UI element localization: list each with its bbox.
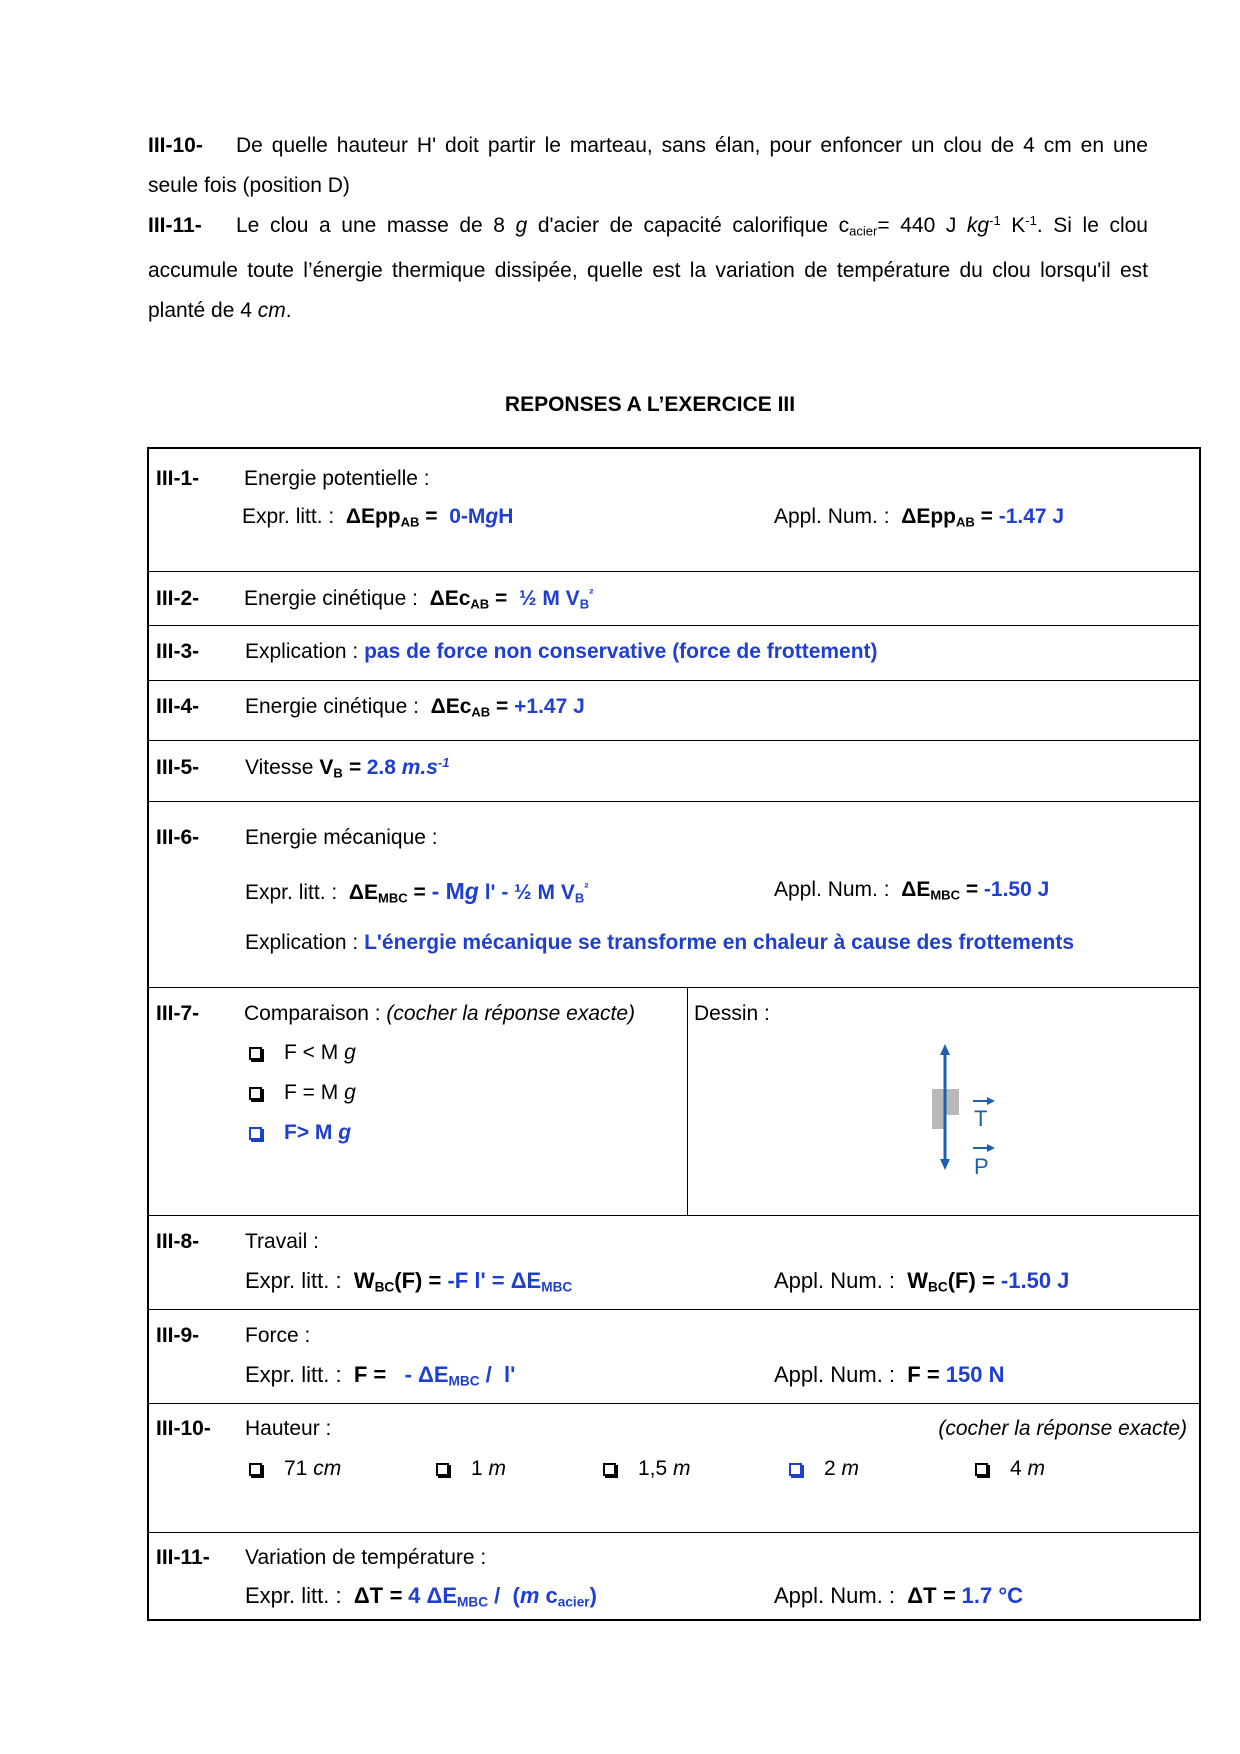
subscript: AB [471, 704, 491, 720]
subscript: BC [374, 1279, 395, 1295]
subscript: acier [557, 1594, 590, 1610]
expr-label: Expr. litt. : [245, 1362, 342, 1387]
answer-value: 1.7 °C [961, 1583, 1024, 1608]
answer-value: ) [589, 1583, 597, 1608]
option-label: F < M [284, 1041, 345, 1064]
option-f-less[interactable] [249, 1041, 356, 1065]
row-number: III-8- [156, 1230, 200, 1253]
expression-literal [245, 878, 589, 905]
row-label: Energie potentielle : [244, 467, 430, 490]
num-label: Appl. Num. : [774, 1362, 896, 1387]
num-label: Appl. Num. : [774, 505, 890, 528]
num-label: Appl. Num. : [774, 878, 890, 901]
checkbox[interactable] [249, 1047, 262, 1060]
row-divider [149, 801, 1199, 802]
vector-arrow-head [987, 1097, 995, 1105]
numerical-application [774, 878, 1049, 902]
question-number: III-10- [148, 134, 203, 157]
question-text: De quelle hauteur H' doit partir le marteau, sans élan, pour enfoncer un clou de 4 cm en une seule fois (position D) [148, 134, 1148, 197]
answer-value: 150 N [945, 1362, 1005, 1387]
row-number: III-4- [156, 695, 200, 718]
expr-symbol: ΔEc [430, 695, 472, 718]
option-unit: m [1027, 1457, 1046, 1480]
question-text: = 440 J [877, 214, 967, 237]
checkbox-checked[interactable] [249, 1127, 262, 1140]
equals: = [383, 1583, 409, 1608]
subscript: MBC [377, 890, 408, 906]
option-4m[interactable] [975, 1457, 1045, 1481]
answer-value: H [498, 505, 514, 528]
equals: = [936, 1583, 962, 1608]
answer-value: 2.8 [366, 756, 402, 779]
expression-literal [245, 1583, 597, 1609]
subscript: acier [849, 223, 878, 239]
expr-label: Expr. litt. : [245, 1268, 342, 1293]
expr-symbol: ΔEpp [345, 505, 401, 528]
row-label: Explication : [245, 640, 359, 663]
equals: = [974, 505, 999, 528]
answer-value: m [519, 1583, 540, 1608]
subscript: B [333, 765, 343, 781]
answer-value: c [539, 1583, 558, 1608]
question-text: . [285, 299, 292, 323]
expr-label: Expr. litt. : [245, 881, 338, 904]
row-divider [149, 680, 1199, 681]
superscript: -1 [1025, 212, 1037, 228]
option-label: g [344, 1041, 356, 1064]
answer-value: / ( [488, 1583, 520, 1608]
expr-symbol: W [907, 1268, 929, 1293]
row-label: Travail : [245, 1230, 319, 1253]
expr-label: Expr. litt. : [242, 505, 335, 528]
row-content [245, 756, 449, 780]
superscript: -1 [989, 212, 1001, 228]
unit: kg [966, 214, 990, 237]
answer-unit: m.s [401, 756, 438, 779]
answer-value: -1.50 J [1000, 1268, 1070, 1293]
expr-symbol: ΔEc [429, 587, 471, 610]
force-diagram [929, 1044, 1039, 1194]
checkbox[interactable] [249, 1463, 262, 1476]
row-number: III-3- [156, 640, 200, 663]
explanation [245, 931, 1074, 955]
superscript: ² [589, 585, 594, 601]
expr-symbol: ΔT [907, 1583, 937, 1608]
answers-table [147, 447, 1201, 1621]
answer-value: +1.47 J [514, 695, 585, 718]
vector-arrow-head [987, 1144, 995, 1152]
expr-symbol: ΔT [353, 1583, 384, 1608]
row-divider [149, 987, 1199, 988]
row-label: Hauteur : [245, 1417, 332, 1440]
expr-symbol: F = [353, 1362, 393, 1387]
option-label: 71 [284, 1457, 314, 1480]
row-number: III-10- [156, 1417, 211, 1440]
vector-p-label: P [974, 1154, 989, 1179]
numerical-application [774, 1362, 1005, 1388]
subscript: B [574, 890, 585, 906]
answer-value: 0-M [449, 505, 486, 528]
option-f-greater[interactable] [249, 1121, 351, 1145]
question-text: Le clou a une masse de 8 [236, 214, 516, 237]
answer-value: g [485, 505, 499, 528]
checkbox-checked[interactable] [789, 1463, 802, 1476]
option-label: g [338, 1121, 352, 1144]
question-iii-11 [148, 206, 1148, 331]
answer-value: pas de force non conservative (force de frottement) [364, 640, 878, 663]
question-number: III-11- [148, 214, 202, 237]
row-content [245, 695, 585, 719]
checkbox[interactable] [249, 1087, 262, 1100]
option-unit: m [488, 1457, 507, 1480]
superscript: ² [584, 879, 589, 895]
arrow-down-icon [940, 1159, 950, 1170]
equals: = [407, 881, 432, 904]
expr-symbol: (F) = [947, 1268, 1001, 1293]
numerical-application [774, 1583, 1023, 1609]
subscript: B [579, 596, 590, 612]
unit: cm [257, 299, 286, 323]
option-f-equal[interactable] [249, 1081, 356, 1105]
question-text: d'acier de capacité calorifique c [527, 214, 850, 237]
answer-value: L'énergie mécanique se transforme en chaleur à cause des frottements [364, 931, 1074, 954]
hint: (cocher la réponse exacte) [386, 1002, 636, 1025]
checkbox[interactable] [975, 1463, 988, 1476]
unit: g [515, 214, 528, 237]
answer-value: - ΔE [392, 1362, 449, 1387]
row-divider [149, 1532, 1199, 1533]
questions-block [148, 126, 1148, 331]
option-label: 2 [824, 1457, 842, 1480]
row-divider [149, 1403, 1199, 1404]
subscript: MBC [541, 1279, 573, 1295]
answer-value: -1.50 J [983, 878, 1050, 901]
option-label: 1 [471, 1457, 489, 1480]
answer-value: - M [431, 878, 465, 904]
equals: = [489, 587, 514, 610]
row-number: III-7- [156, 1002, 200, 1025]
arrow-up-icon [940, 1044, 950, 1055]
question-text: . Si le clou accumule toute l’énergie thermique dissipée, quelle est la variation de température du clou lorsqu'il est planté de 4 [148, 214, 1148, 323]
nail-shape [946, 1089, 959, 1115]
row-label [244, 1002, 635, 1026]
answer-value: ½ M V [519, 587, 580, 610]
row-label: Energie mécanique : [245, 826, 438, 849]
equals: = [342, 756, 367, 779]
row-number: III-2- [156, 587, 200, 610]
numerical-application [774, 505, 1064, 529]
subscript: AB [955, 514, 975, 530]
option-label: g [344, 1081, 356, 1104]
subscript: MBC [448, 1373, 480, 1389]
option-1m[interactable] [436, 1457, 506, 1481]
expr-symbol: F = [907, 1362, 946, 1387]
option-label: F = M [284, 1081, 345, 1104]
subscript: MBC [930, 887, 960, 903]
answer-value: -F l' = ΔE [447, 1268, 542, 1293]
option-label: F> M [284, 1121, 339, 1144]
expression-literal [242, 505, 513, 529]
num-label: Appl. Num. : [774, 1268, 896, 1293]
numerical-application [774, 1268, 1069, 1294]
answers-title: REPONSES A L’EXERCICE III [504, 393, 796, 416]
row-label: Variation de température : [245, 1546, 487, 1569]
expr-symbol: W [353, 1268, 375, 1293]
row-number: III-5- [156, 756, 200, 779]
row-label: Energie cinétique : [244, 587, 418, 610]
row-label: Energie cinétique : [245, 695, 419, 718]
answer-value: l' - ½ M V [478, 881, 575, 904]
option-label: 1,5 [638, 1457, 674, 1480]
comparison-label: Comparaison : [244, 1002, 381, 1025]
equals: = [490, 695, 515, 718]
option-71cm[interactable] [249, 1457, 341, 1481]
subscript: AB [470, 596, 490, 612]
row-divider [149, 571, 1199, 572]
answer-value: 4 ΔE [408, 1583, 458, 1608]
option-unit: m [673, 1457, 691, 1480]
expr-symbol: V [319, 756, 334, 779]
equals: = [959, 878, 984, 901]
row-label: Force : [245, 1324, 311, 1347]
row-number: III-9- [156, 1324, 200, 1347]
row-divider [149, 1309, 1199, 1310]
option-1-5m[interactable] [603, 1457, 691, 1481]
subscript: MBC [457, 1594, 489, 1610]
question-iii-10 [148, 126, 1148, 206]
expression-literal [245, 1362, 515, 1388]
checkbox[interactable] [436, 1463, 449, 1476]
option-unit: m [841, 1457, 860, 1480]
expr-symbol: ΔE [348, 881, 378, 904]
row-content [244, 587, 593, 611]
row-content [245, 640, 878, 664]
column-divider [687, 987, 688, 1215]
subscript: BC [928, 1279, 948, 1295]
row-label: Vitesse [245, 756, 320, 779]
row-divider [149, 625, 1199, 626]
expr-symbol: ΔEpp [901, 505, 956, 528]
expression-literal [245, 1268, 572, 1294]
row-number: III-11- [156, 1546, 210, 1569]
subscript: AB [400, 514, 420, 530]
option-2m[interactable] [789, 1457, 859, 1481]
row-divider [149, 740, 1199, 741]
expl-label: Explication : [245, 931, 359, 954]
expr-label: Expr. litt. : [245, 1583, 342, 1608]
row-number: III-6- [156, 826, 200, 849]
drawing-label: Dessin : [694, 1002, 770, 1025]
hint: (cocher la réponse exacte) [938, 1417, 1187, 1440]
answer-value: -1.47 J [998, 505, 1065, 528]
option-unit: cm [313, 1457, 342, 1480]
expr-symbol: ΔE [901, 878, 931, 901]
answer-value: / l' [479, 1362, 516, 1387]
row-divider [149, 1215, 1199, 1216]
row-number: III-1- [156, 467, 200, 490]
option-label: 4 [1010, 1457, 1028, 1480]
superscript: -1 [437, 754, 450, 770]
question-text: K [1000, 214, 1026, 237]
expr-symbol: (F) = [394, 1268, 448, 1293]
equals: = [419, 505, 444, 528]
checkbox[interactable] [603, 1463, 616, 1476]
answer-value: g [464, 878, 479, 904]
vector-t-label: T [974, 1106, 988, 1131]
num-label: Appl. Num. : [774, 1583, 896, 1608]
